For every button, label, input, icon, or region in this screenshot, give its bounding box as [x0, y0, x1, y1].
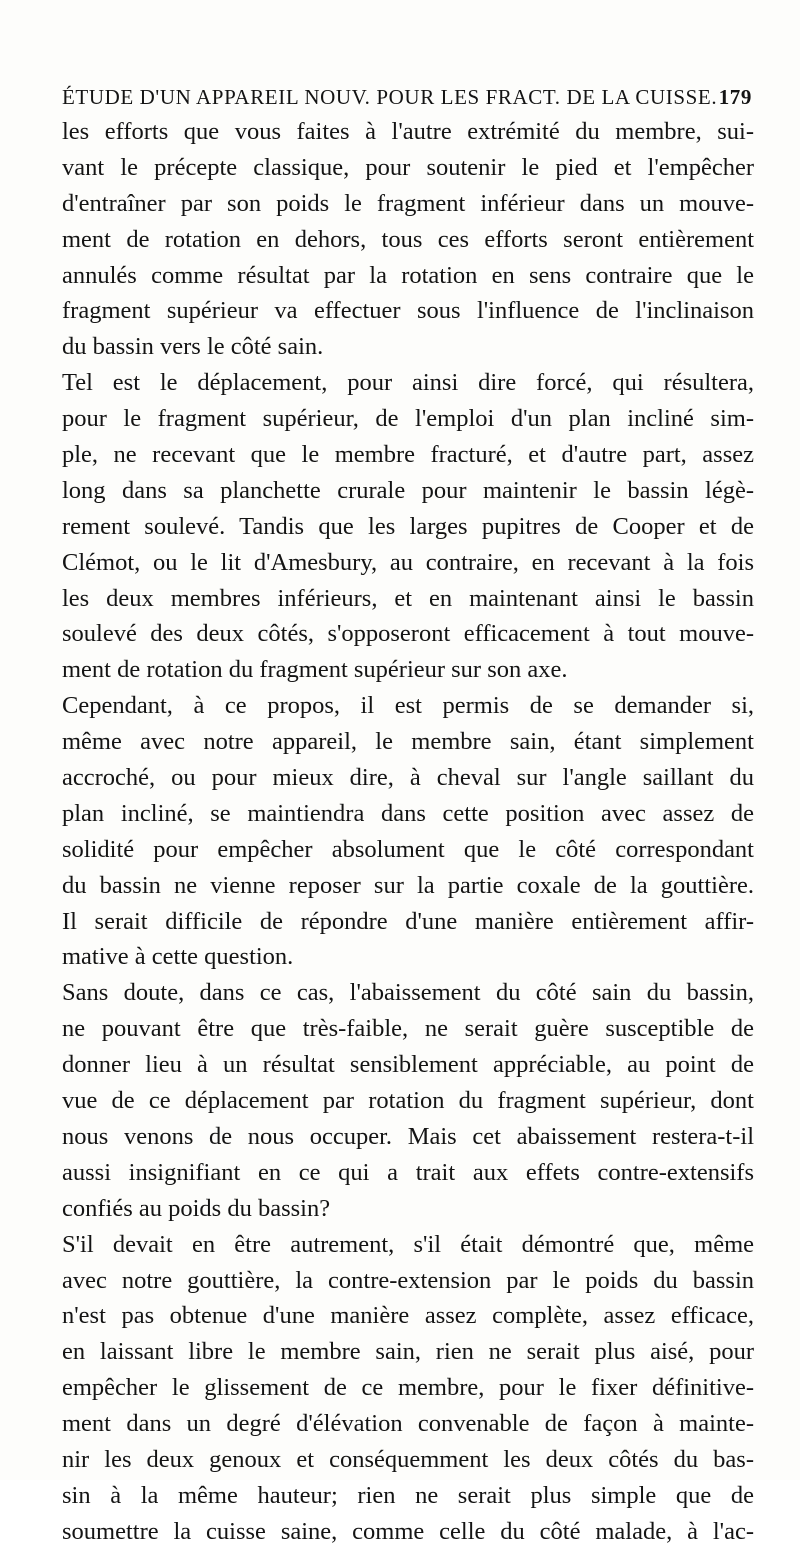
text-line: même avec notre appareil, le membre sain, étant simplement	[62, 728, 754, 756]
text-line: mative à cette question.	[62, 943, 294, 971]
text-line: Clémot, ou le lit d'Amesbury, au contraire, en recevant à la fois	[62, 548, 754, 576]
text-line: aussi insignifiant en ce qui a trait aux effets contre-extensifs	[62, 1158, 754, 1186]
text-line: Cependant, à ce propos, il est permis de se demander si,	[62, 692, 754, 720]
text-line: vue de ce déplacement par rotation du fragment supérieur, dont	[62, 1087, 754, 1115]
text-line: du bassin vers le côté sain.	[62, 333, 324, 361]
page-number: 179	[718, 85, 752, 109]
text-line: sin à la même hauteur; rien ne serait plus simple que de	[62, 1481, 754, 1509]
text-line: avec notre gouttière, la contre-extension par le poids du bassin	[62, 1266, 754, 1294]
text-line: accroché, ou pour mieux dire, à cheval sur l'angle saillant du	[62, 764, 754, 792]
text-line: en laissant libre le membre sain, rien ne serait plus aisé, pour	[62, 1338, 754, 1366]
text-line: solidité pour empêcher absolument que le côté correspondant	[62, 835, 754, 863]
text-line: du bassin ne vienne reposer sur la partie coxale de la gouttière.	[62, 871, 754, 899]
text-line: ne pouvant être que très-faible, ne serait guère susceptible de	[62, 1015, 754, 1043]
text-line: n'est pas obtenue d'une manière assez complète, assez efficace,	[62, 1302, 754, 1330]
text-line: ple, ne recevant que le membre fracturé, et d'autre part, assez	[62, 441, 754, 469]
text-line: rement soulevé. Tandis que les larges pupitres de Cooper et de	[62, 512, 754, 540]
text-line: empêcher le glissement de ce membre, pour le fixer définitive-	[62, 1374, 754, 1402]
text-line: Il serait difficile de répondre d'une manière entièrement affir-	[62, 907, 754, 935]
text-line: nous venons de nous occuper. Mais cet abaissement restera-t-il	[62, 1122, 754, 1150]
text-line: soumettre la cuisse saine, comme celle du côté malade, à l'ac-	[62, 1517, 754, 1545]
text-line: ment de rotation du fragment supérieur sur son axe.	[62, 656, 568, 684]
text-line: Tel est le déplacement, pour ainsi dire forcé, qui résultera,	[62, 369, 754, 397]
text-line: les efforts que vous faites à l'autre extrémité du membre, sui-	[62, 118, 754, 145]
text-line: S'il devait en être autrement, s'il était démontré que, même	[62, 1230, 754, 1258]
text-line: annulés comme résultat par la rotation en sens contraire que le	[62, 261, 754, 289]
text-line: ment de rotation en dehors, tous ces efforts seront entièrement	[62, 225, 754, 253]
text-line: d'entraîner par son poids le fragment inférieur dans un mouve-	[62, 189, 754, 217]
text-line: long dans sa planchette crurale pour maintenir le bassin légè-	[62, 476, 754, 504]
text-line: les deux membres inférieurs, et en maintenant ainsi le bassin	[62, 584, 754, 612]
text-line: soulevé des deux côtés, s'opposeront efficacement à tout mouve-	[62, 620, 754, 648]
running-header	[62, 82, 752, 112]
text-line: nir les deux genoux et conséquemment les deux côtés du bas-	[62, 1445, 754, 1473]
body-text	[62, 114, 754, 1550]
text-line: fragment supérieur va effectuer sous l'influence de l'inclinaison	[62, 297, 754, 325]
text-line: plan incliné, se maintiendra dans cette position avec assez de	[62, 799, 754, 827]
text-line: vant le précepte classique, pour soutenir le pied et l'empêcher	[62, 153, 754, 181]
running-header-title: ÉTUDE D'UN APPAREIL NOUV. POUR LES FRACT. DE LA CUISSE.	[62, 85, 718, 109]
text-line: ment dans un degré d'élévation convenable de façon à mainte-	[62, 1410, 754, 1438]
text-line: Sans doute, dans ce cas, l'abaissement du côté sain du bassin,	[62, 979, 754, 1007]
text-line: pour le fragment supérieur, de l'emploi d'un plan incliné sim-	[62, 405, 754, 433]
text-line: donner lieu à un résultat sensiblement appréciable, au point de	[62, 1051, 754, 1079]
text-line: confiés au poids du bassin?	[62, 1194, 331, 1222]
